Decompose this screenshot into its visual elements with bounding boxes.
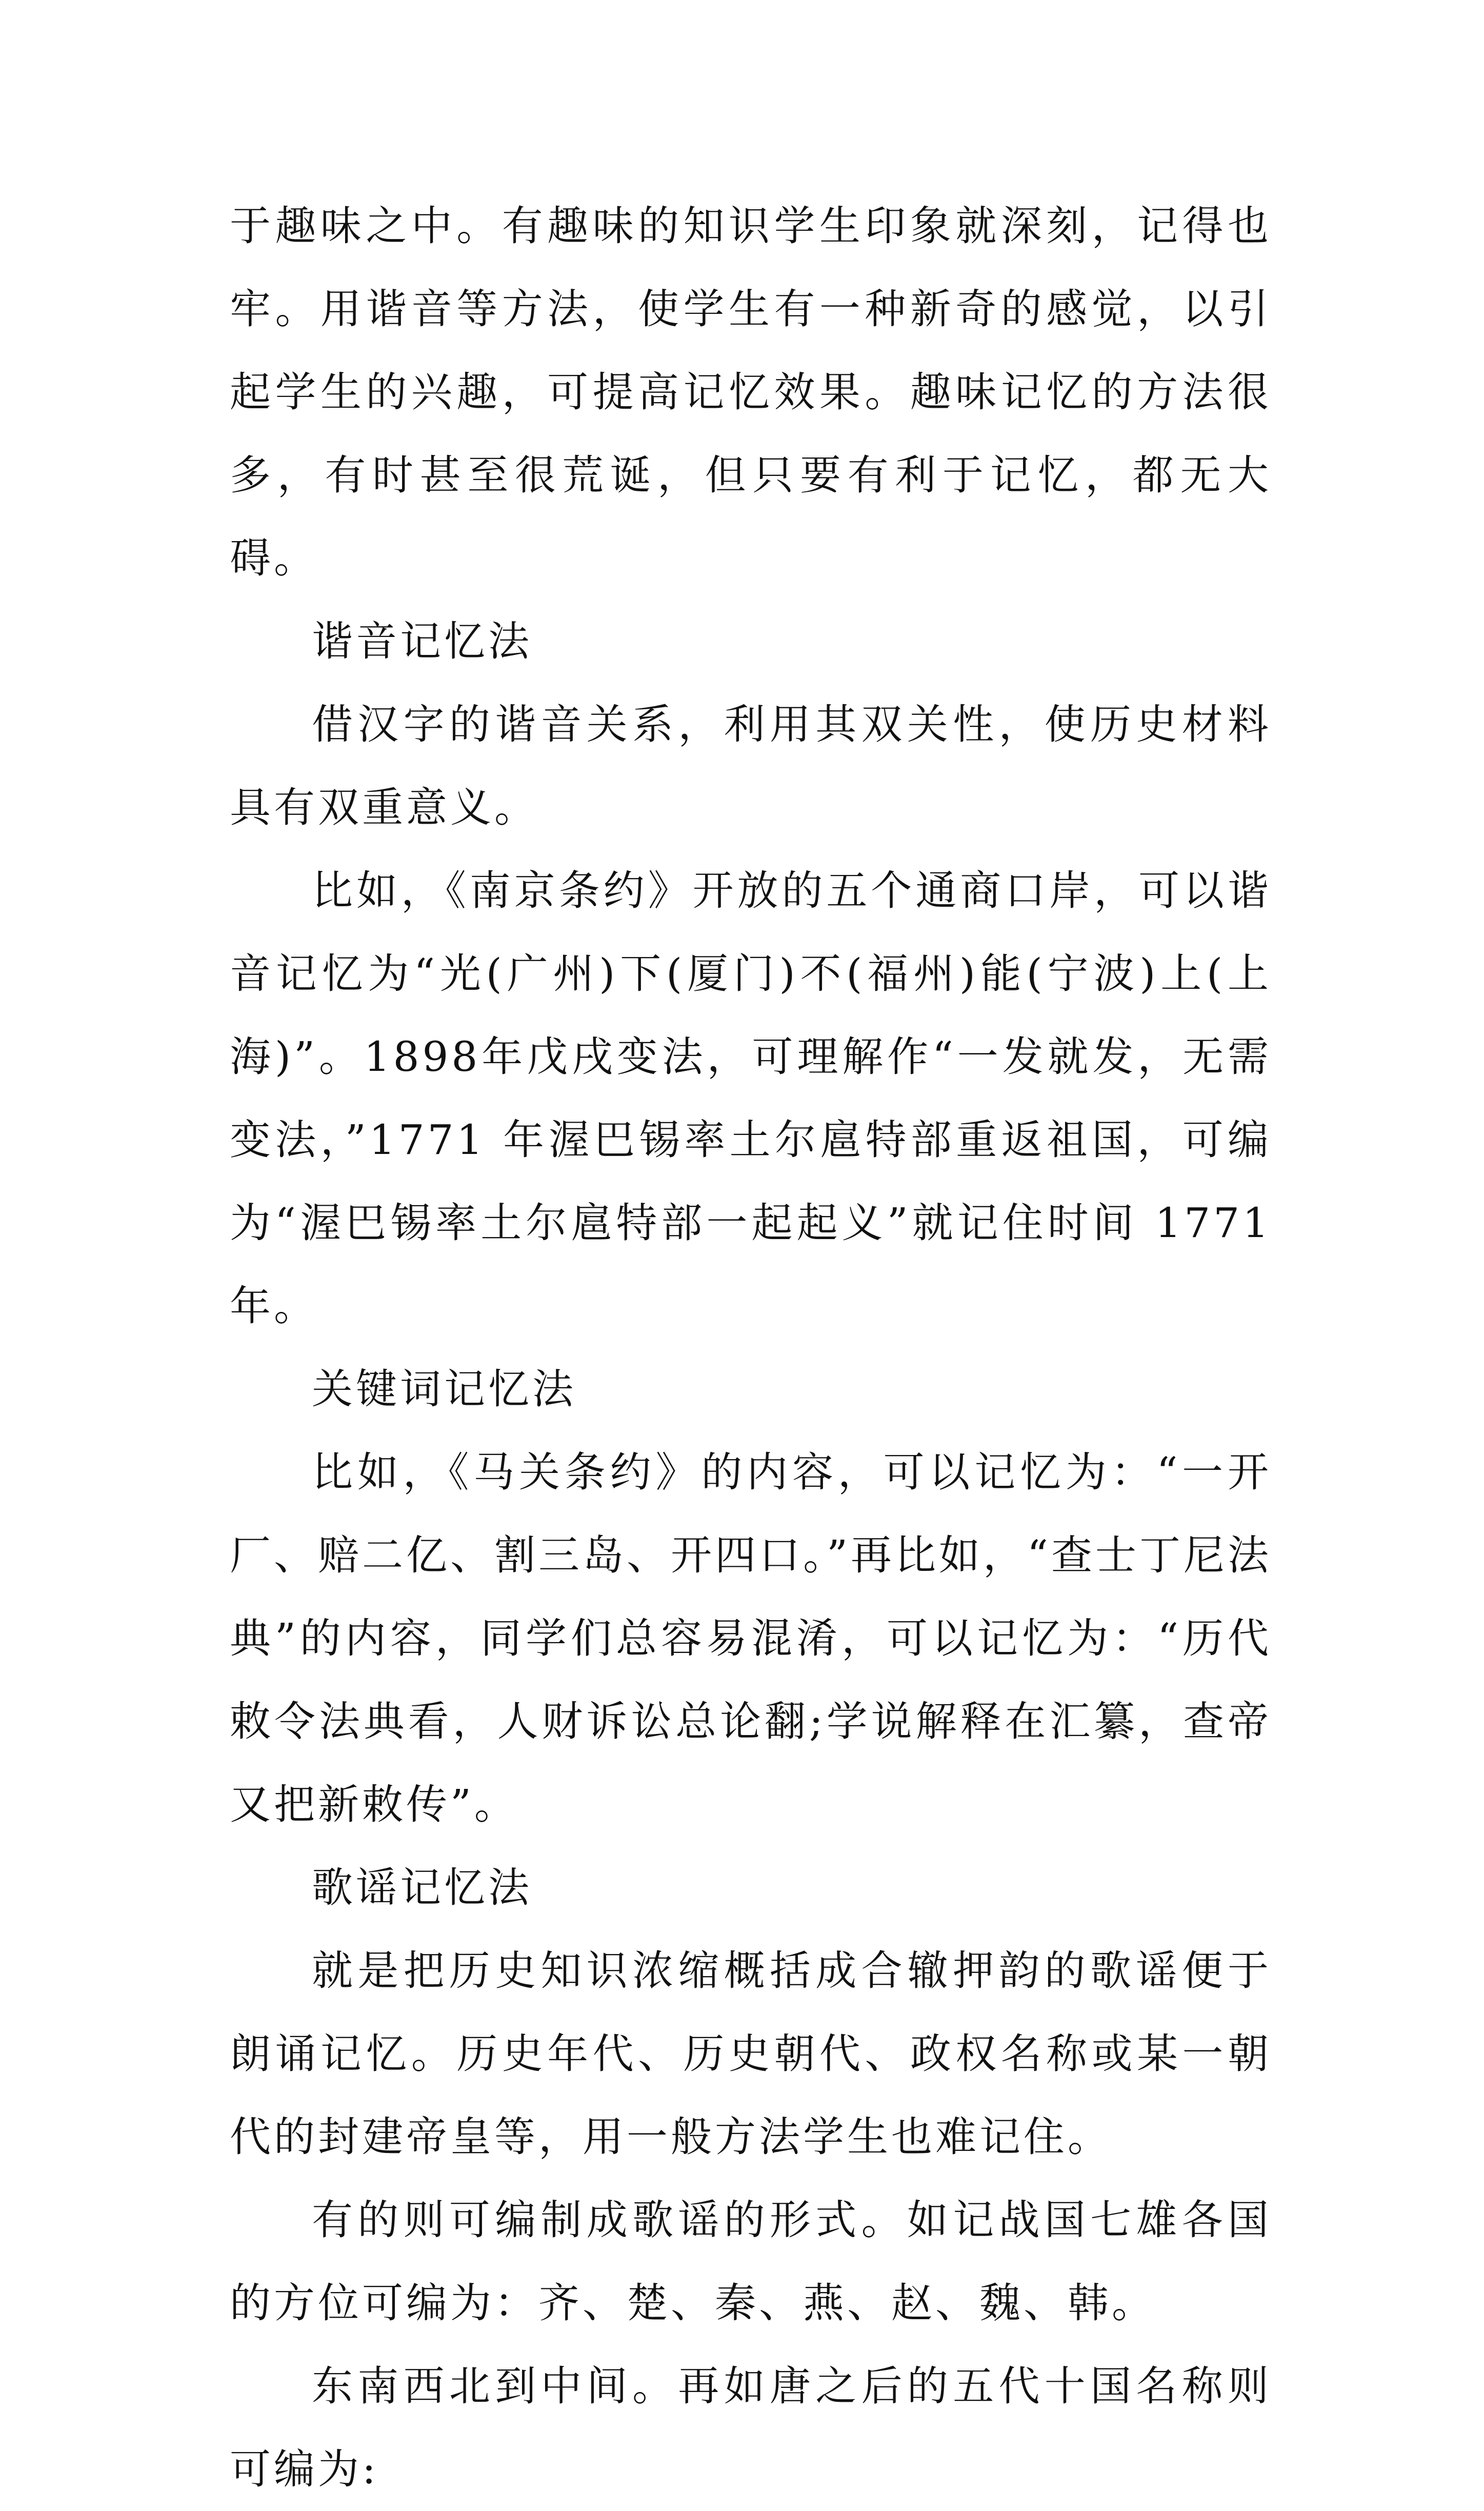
section-heading: 歌谣记忆法 <box>312 1864 532 1911</box>
paragraph: 东南西北到中间。再如唐之后的五代十国名称则可编为: <box>230 2362 1272 2493</box>
document-body <box>230 185 1272 2511</box>
paragraph: 比如，《马关条约》的内容，可以记忆为：“一开厂、赔二亿、割三岛、开四口。”再比如，“查士丁尼法典”的内容，同学们总容易混淆，可以记忆为：“历代敕令法典看，人财诉讼总论翻;学说解释在汇纂，查帝又把新敕传”。 <box>230 1448 1272 1828</box>
paragraph: 比如，《南京条约》开放的五个通商口岸，可以谐音记忆为“光(广州)下(厦门)不(福州)能(宁波)上(上海)”。1898年戊戌变法，可理解作“一发就发，无需变法，”1771 年渥巴锡率土尔扈特部重返祖国，可编为“渥巴锡率土尔扈特部一起起义”就记住时间 1771 年。 <box>230 867 1272 1330</box>
paragraph: 于趣味之中。有趣味的知识学生印象就深刻，记得也牢。用谐音等方法，使学生有一种新奇的感觉，以引起学生的兴趣，可提高记忆效果。趣味记忆的方法很多，有时甚至很荒诞，但只要有利于记忆，都无大碍。 <box>230 202 1272 582</box>
paragraph: 有的则可编制成歌谣的形式。如记战国七雄各国的方位可编为：齐、楚、秦、燕、赵、魏、韩。 <box>230 2196 1272 2327</box>
section-heading: 关键词记忆法 <box>312 1365 576 1413</box>
section-heading: 谐音记忆法 <box>312 617 532 665</box>
paragraph: 就是把历史知识浓缩概括成合辙押韵的歌谣便于朗诵记忆。历史年代、历史朝代、政权名称或某一朝代的封建帝皇等，用一般方法学生也难记住。 <box>230 1947 1272 2161</box>
paragraph: 借汉字的谐音关系，利用其双关性，使历史材料具有双重意义。 <box>230 701 1272 831</box>
